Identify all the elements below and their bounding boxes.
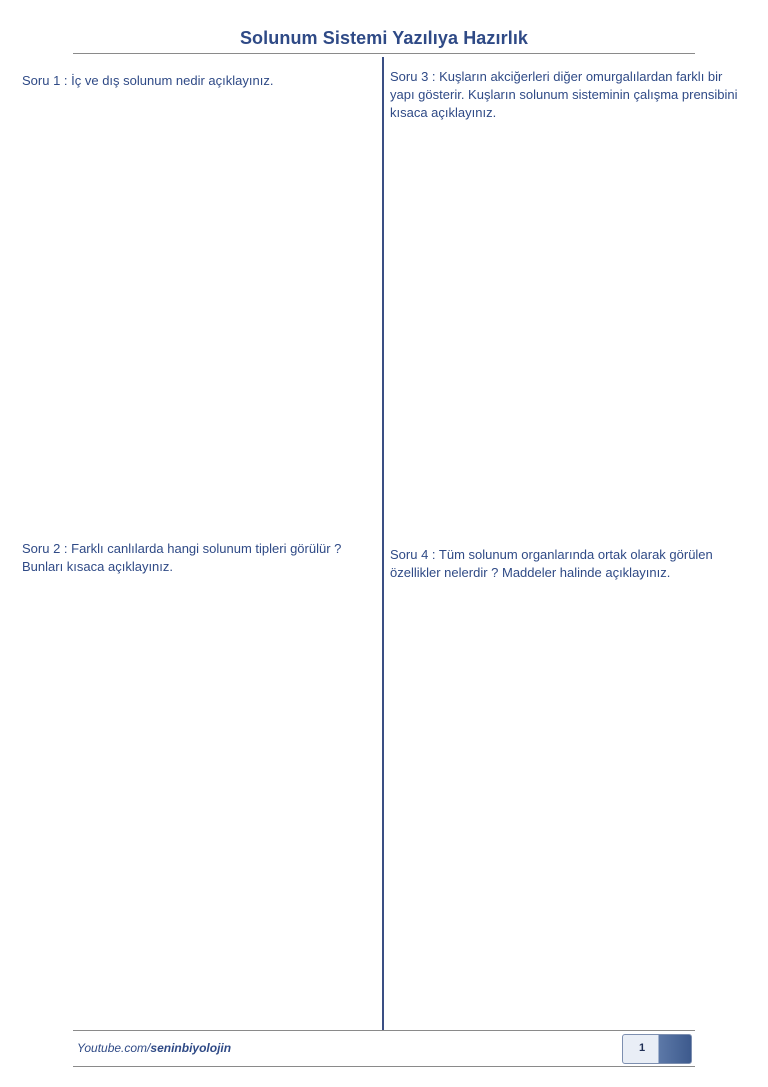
page-number: 1 [638,1042,646,1054]
page-title: Solunum Sistemi Yazılıya Hazırlık [239,28,529,48]
column-divider [382,57,384,1030]
question-2: Soru 2 : Farklı canlılarda hangi solunum tipleri görülür ? Bunları kısaca açıklayınız. [22,541,342,574]
question-1: Soru 1 : İç ve dış solunum nedir açıklayınız. [22,73,274,88]
footer-bottom-rule [73,1066,695,1067]
title-underline [73,53,695,54]
footer-top-rule [73,1030,695,1031]
question-3: Soru 3 : Kuşların akciğerleri diğer omurgalılardan farklı bir yapı gösterir. Kuşların solunum sisteminin çalışma prensibini kısaca açıklayınız. [390,69,738,120]
question-4: Soru 4 : Tüm solunum organlarında ortak olarak görülen özellikler nelerdir ? Maddeler halinde açıklayınız. [390,547,713,580]
page-number-badge [622,1034,692,1064]
footer-source-channel: seninbiyolojin [150,1041,232,1055]
footer-source [77,1041,231,1055]
footer-source-prefix: Youtube.com/ [77,1041,151,1055]
